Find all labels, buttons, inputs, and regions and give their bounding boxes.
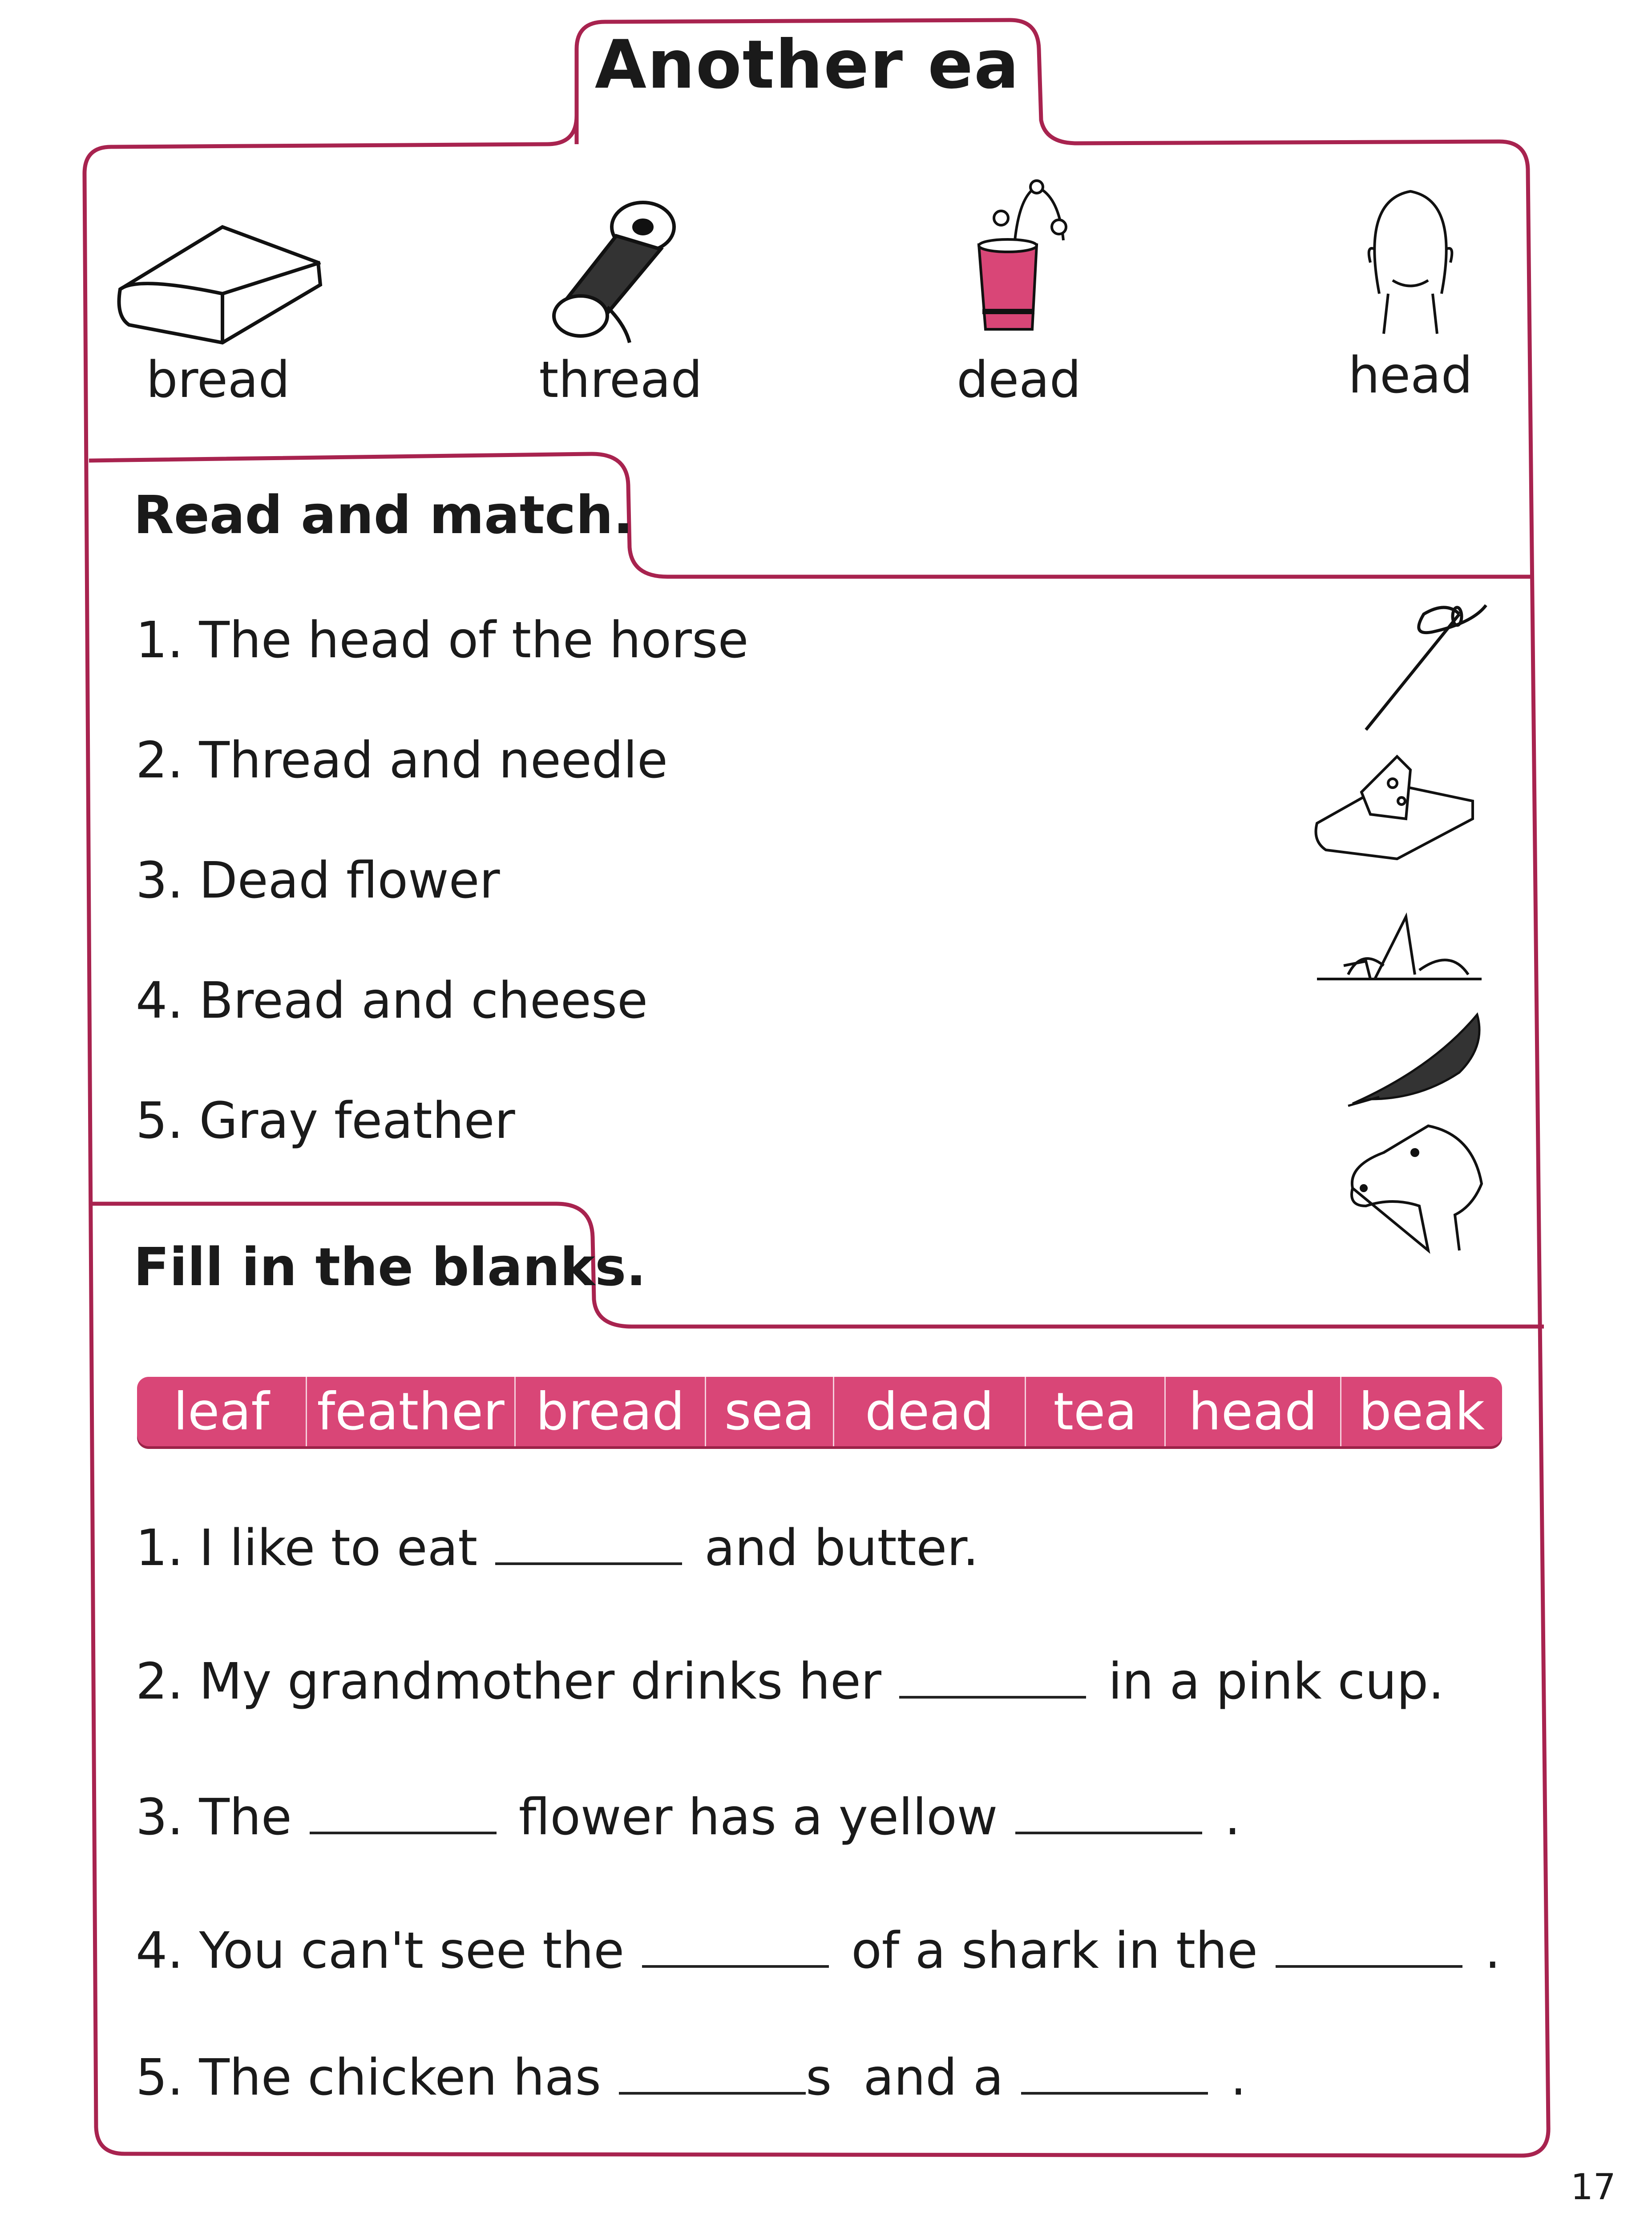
word-bank xyxy=(137,1377,1502,1446)
sentence-4 xyxy=(136,1922,1501,1980)
sentence-1 xyxy=(136,1520,979,1577)
page-number: 17 xyxy=(1571,2166,1616,2208)
sentence-5 xyxy=(136,2049,1246,2107)
feather-icon xyxy=(1344,1006,1486,1112)
picture-label: head xyxy=(1348,347,1473,405)
page-title: Another ea xyxy=(594,26,1020,104)
thread-spool-icon xyxy=(541,196,701,347)
picture-label: thread xyxy=(539,351,703,409)
sentence-3 xyxy=(136,1789,1240,1846)
horse-head-icon xyxy=(1339,1117,1499,1259)
match-item: 4. Bread and cheese xyxy=(136,972,648,1030)
sentence-text: 5. The chicken has xyxy=(136,2049,601,2107)
match-item: 2. Thread and needle xyxy=(136,732,668,789)
blank-field[interactable] xyxy=(619,2083,806,2095)
bread-icon xyxy=(111,214,325,347)
read-match-heading: Read and match. xyxy=(133,484,634,546)
head-icon xyxy=(1344,182,1477,343)
word-bank-item: dead xyxy=(834,1377,1026,1446)
sentence-text: . xyxy=(1230,2049,1247,2107)
blank-field[interactable] xyxy=(899,1687,1086,1699)
word-bank-item: tea xyxy=(1026,1377,1166,1446)
blank-field[interactable] xyxy=(642,1956,829,1968)
sentence-text: in a pink cup. xyxy=(1108,1653,1444,1711)
picture-label: bread xyxy=(146,351,290,409)
sentence-text: . xyxy=(1484,1922,1501,1980)
dead-flower-icon xyxy=(1308,899,1486,997)
blank-field[interactable] xyxy=(1021,2083,1208,2095)
match-item: 5. Gray feather xyxy=(136,1092,515,1150)
needle-thread-icon xyxy=(1357,596,1490,739)
sentence-text: 3. The xyxy=(136,1788,292,1846)
dead-flower-icon xyxy=(948,178,1090,347)
sentence-2 xyxy=(136,1653,1444,1711)
blank-field[interactable] xyxy=(495,1553,682,1565)
blank-field[interactable] xyxy=(310,1823,497,1834)
sentence-text: flower has a yellow xyxy=(518,1788,998,1846)
picture-thread xyxy=(496,196,745,409)
picture-head xyxy=(1286,182,1535,405)
sentence-text: 4. You can't see the xyxy=(136,1922,625,1980)
blank-field[interactable] xyxy=(1015,1823,1202,1834)
fill-blanks-heading: Fill in the blanks. xyxy=(133,1236,646,1298)
sentence-text: 1. I like to eat xyxy=(136,1519,478,1577)
sentence-text: s and a xyxy=(805,2049,1004,2107)
blank-field[interactable] xyxy=(1276,1956,1462,1968)
sentence-text: . xyxy=(1224,1788,1240,1846)
bread-cheese-icon xyxy=(1308,743,1477,868)
word-bank-item: leaf xyxy=(137,1377,307,1446)
match-item: 3. Dead flower xyxy=(136,852,500,910)
match-item: 1. The head of the horse xyxy=(136,611,749,669)
picture-label: dead xyxy=(957,351,1081,409)
word-bank-item: head xyxy=(1166,1377,1341,1446)
sentence-text: of a shark in the xyxy=(851,1922,1258,1980)
word-bank-item: bread xyxy=(516,1377,706,1446)
sentence-text: 2. My grandmother drinks her xyxy=(136,1653,881,1711)
word-bank-item: sea xyxy=(706,1377,834,1446)
picture-bread xyxy=(93,214,343,409)
word-bank-item: feather xyxy=(307,1377,516,1446)
sentence-text: and butter. xyxy=(704,1519,979,1577)
word-bank-item: beak xyxy=(1358,1381,1485,1442)
picture-dead xyxy=(894,178,1143,409)
